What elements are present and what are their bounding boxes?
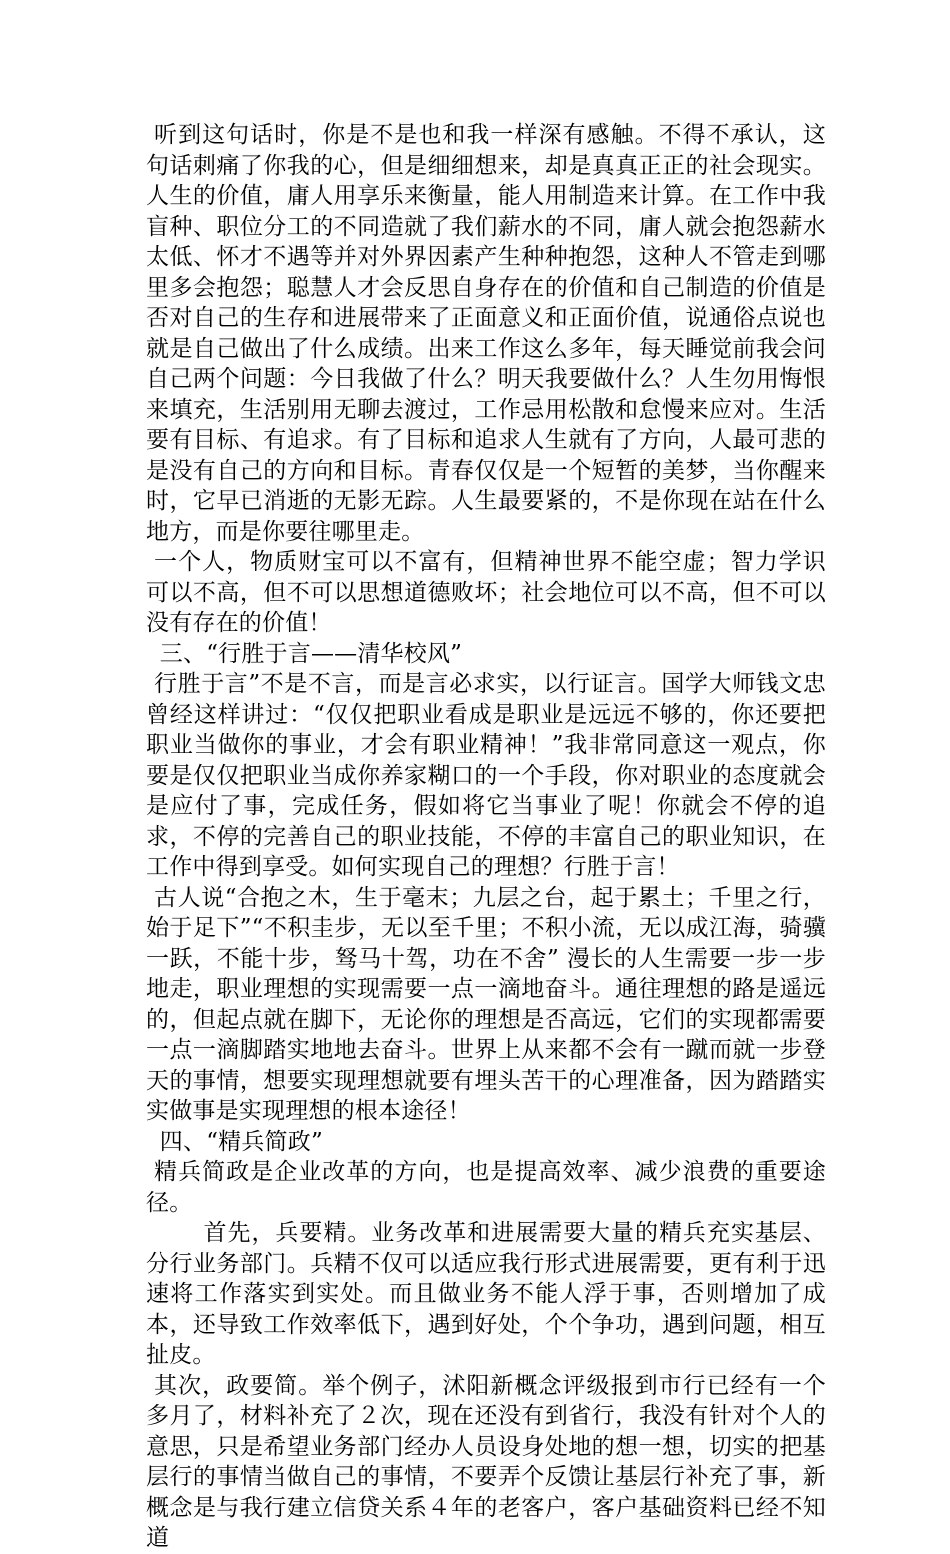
paragraph-ancients-say: 古人说“合抱之木，生于毫末；九层之台，起于累土；千里之行，始于足下”“不积圭步，无以至千里；不积小流，无以成江海，骑骥一跃，不能十步，驽马十驾，功在不舍” 漫长的人生需要一步一步地走，职业理想的实现需要一点一滴地奋斗。通往理想的路是遥远的，但起点就在脚下，无论你的理想是否高远，它们的实现都需要一点一滴脚踏实地地去奋斗。世界上从来都不会有一蹴而就一步登天的事情，想要实现理想就要有埋头苦干的心理准备，因为踏踏实实做事是实现理想的根本途径！ <box>146 884 826 1124</box>
paragraph-streamline-intro: 精兵简政是企业改革的方向，也是提高效率、减少浪费的重要途径。 <box>146 1159 826 1216</box>
section-heading-four: 四、“精兵简政” <box>159 1128 323 1155</box>
paragraph-actions-speak: 行胜于言”不是不言，而是言必求实，以行证言。国学大师钱文忠曾经这样讲过：“仅仅把职业看成是职业是远远不够的，你还要把职业当做你的事业，才会有职业精神！”我非常同意这一观点，你要是仅仅把职业当成你养家糊口的一个手段，你对职业的态度就会是应付了事，完成任务，假如将它当事业了呢！你就会不停的追求，不停的完善自己的职业技能，不停的丰富自己的职业知识，在工作中得到享受。如何实现自己的理想？行胜于言！ <box>146 671 826 880</box>
paragraph-reflection: 听到这句话时，你是不是也和我一样深有感触。不得不承认，这句话刺痛了你我的心，但是细细想来，却是真真正正的社会现实。人生的价值，庸人用享乐来衡量，能人用制造来计算。在工作中我盲种、职位分工的不同造就了我们薪水的不同，庸人就会抱怨薪水太低、怀才不遇等并对外界因素产生种种抱怨，这种人不管走到哪里多会抱怨；聪慧人才会反思自身存在的价值和自己制造的价值是否对自己的生存和进展带来了正面意义和正面价值，说通俗点说也就是自己做出了什么成绩。出来工作这么多年，每天睡觉前我会问自己两个问题：今日我做了什么？明天我要做什么？人生勿用悔恨来填充，生活别用无聊去渡过，工作忌用松散和怠慢来应对。生活要有目标、有追求。有了目标和追求人生就有了方向，人最可悲的是没有自己的方向和目标。青春仅仅是一个短暂的美梦，当你醒来时，它早已消逝的无影无踪。人生最要紧的，不是你现在站在什么地方，而是你要往哪里走。 <box>146 122 826 545</box>
paragraph-first-soldiers: 首先，兵要精。业务改革和进展需要大量的精兵充实基层、分行业务部门。兵精不仅可以适应我行形式进展需要，更有利于迅速将工作落实到实处。而且做业务不能人浮于事，否则增加了成本，还导致工作效率低下，遇到好处，个个争功，遇到问题，相互扯皮。 <box>146 1220 826 1368</box>
section-heading-three: 三、“行胜于言——清华校风” <box>159 640 463 667</box>
document-body <box>146 120 826 1554</box>
paragraph-one-person: 一个人，物质财宝可以不富有，但精神世界不能空虚；智力学识可以不高，但不可以思想道德败坏；社会地位可以不高，但不可以没有存在的价值！ <box>146 549 826 636</box>
paragraph-second-governance: 其次，政要简。举个例子，沭阳新概念评级报到市行已经有一个多月了，材料补充了２次，现在还没有到省行，我没有针对个人的意思，只是希望业务部门经办人员设身处地的想一想，切实的把基层行的事情当做自己的事情，不要弄个反馈让基层行补充了事，新概念是与我行建立信贷关系４年的老客户，客户基础资料已经不知道 <box>146 1372 826 1551</box>
